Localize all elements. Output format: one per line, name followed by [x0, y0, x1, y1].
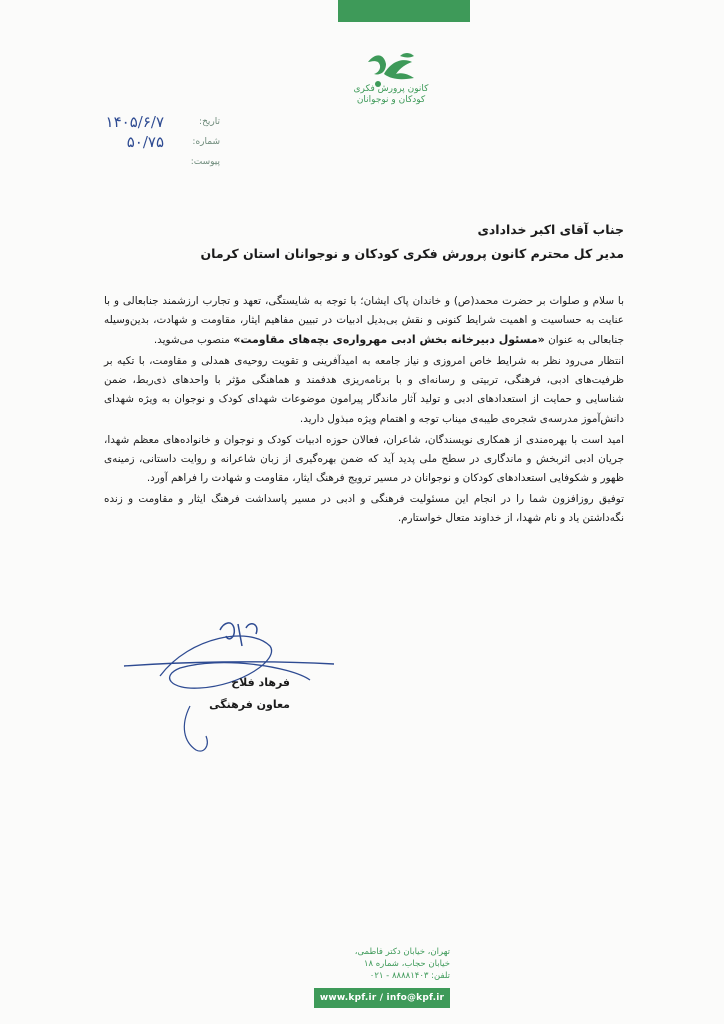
letter-body — [104, 292, 624, 528]
signer-title: معاون فرهنگی — [209, 698, 290, 711]
paragraph-1-text: با سلام و صلوات بر حضرت محمد(ص) و خاندان پاک ایشان؛ با توجه به شایستگی، تعهد و تجارب ارزشمند جنابعالی و با عنایت به حساسیت و اهمیت شرایط کنونی و نقش بی‌بدیل ادبیات در تبیین مفاهیم ایثار، مقاومت و شهادت، بدین‌وسیله جنابعالی به عنوان — [104, 295, 624, 347]
phone-number: تلفن: ۸۸۸۸۱۴۰۳ - ۰۲۱ — [369, 971, 450, 981]
number-label: شماره: — [192, 137, 220, 147]
letter-meta — [100, 112, 220, 172]
appointment-title: «مسئول دبیرخانه بخش ادبی مهرواره‌ی بچه‌های مقاومت» — [233, 333, 545, 347]
recipient-position: مدیر کل محترم کانون پرورش فکری کودکان و نوجوانان استان کرمان — [200, 246, 624, 261]
logo-org-name — [352, 84, 430, 106]
logo-line-1: کانون پرورش فکری — [353, 84, 429, 94]
paragraph-1-end: منصوب می‌شوید. — [153, 334, 234, 347]
recipient-block — [104, 218, 624, 266]
number-row — [100, 132, 220, 152]
header-green-band — [338, 0, 470, 22]
attachment-row — [100, 152, 220, 172]
address-line-2: خیابان حجاب، شماره ۱۸ — [363, 959, 450, 969]
signer-name: فرهاد فلاح — [231, 676, 290, 689]
address-line-1: تهران، خیابان دکتر فاطمی، — [354, 947, 450, 957]
signer-block — [170, 672, 290, 716]
paragraph-4: توفیق روزافزون شما را در انجام این مسئولیت فرهنگی و ادبی در مسیر پاسداشت فرهنگ ایثار و مقاومت و زنده نگه‌داشتن یاد و نام شهدا، از خداوند متعال خواستارم. — [104, 492, 624, 525]
attachment-label: پیوست: — [190, 157, 220, 167]
recipient-name: جناب آقای اکبر خدادادی — [477, 222, 624, 237]
footer-website: www.kpf.ir / info@kpf.ir — [314, 988, 450, 1008]
paragraph-2: انتظار می‌رود نظر به شرایط خاص امروزی و نیاز جامعه به امیدآفرینی و تقویت روحیه‌ی همدلی و مقاومت، با تکیه بر ظرفیت‌های ادبی، فرهنگی، تربیتی و رسانه‌ای و با برنامه‌ریزی هدفمند و هماهنگی مؤثر با واحدهای ذی‌ربط، ضمن شناسایی و حمایت از استعدادهای ادبی و تولید آثار ماندگار پیرامون موضوعات شهدای کودک و نوجوان به ویژه شهدای دانش‌آموز مدرسه‌ی شجره‌ی طیبه‌ی میناب توجه و اهتمام ویژه مبذول دارید. — [104, 355, 624, 425]
date-label: تاریخ: — [199, 117, 220, 127]
paragraph-3: امید است با بهره‌مندی از همکاری نویسندگان، شاعران، فعالان حوزه ادبیات کودک و نوجوان و خانواده‌های معظم شهدا، جریان ادبی اثربخش و ماندگاری در سطح ملی پدید آید که ضمن بهره‌گیری از زبان شاعرانه و روایت داستانی، زمینه‌ی ظهور و شکوفایی استعدادهای کودکان و نوجوانان در مسیر ترویج فرهنگ ایثار، مقاومت و شهادت را فراهم آورد. — [104, 433, 624, 484]
number-value: ۵۰/۷۵ — [126, 133, 164, 151]
date-value: ۱۴۰۵/۶/۷ — [105, 113, 164, 131]
date-row — [100, 112, 220, 132]
paragraph-1 — [104, 292, 624, 350]
logo-line-2: کودکان و نوجوانان — [356, 95, 426, 105]
footer-address — [300, 946, 450, 982]
